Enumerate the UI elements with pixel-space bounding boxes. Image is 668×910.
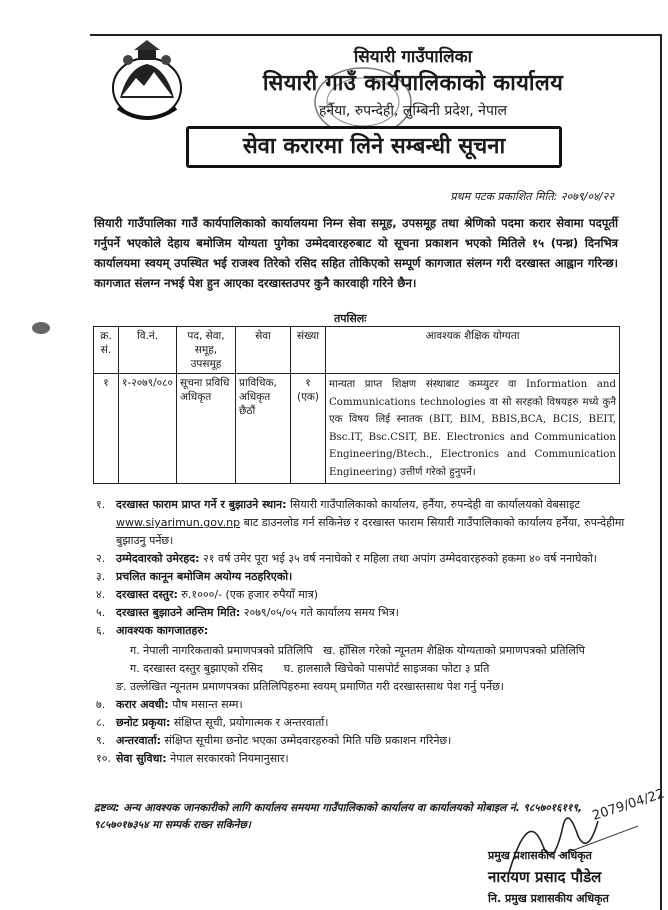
notice-title: सेवा करारमा लिने सम्बन्धी सूचना (186, 126, 562, 168)
list-item (96, 496, 636, 550)
contact-note: द्रष्टव्य: अन्य आवश्यक जानकारीको लागि कार्यालय समयमा गाउँपालिकाको कार्यालय वा कार्यालयको मोबाइल नं. ९८५७०१६११९, ९८५७०१७३५४ मा सम्पर्क राख्न सकिनेछ। (94, 802, 582, 831)
table-header-row (94, 327, 620, 374)
col-header-sn: क्र. सं. (94, 327, 119, 374)
document-item: ङ. उल्लेखित न्यूनतम प्रमाणपत्रका प्रतिलिपिहरुमा स्वयम् प्रमाणित गरी दरखास्तसाथ पेश गर्नु पर्नेछ। (116, 680, 504, 693)
item-number: १. (96, 498, 106, 511)
signature-date: 2079/04/22 (590, 786, 667, 824)
item-label: छनोट प्रकृया: (116, 716, 171, 729)
item-text: सियारी गाउँपालिकाको कार्यालय, हर्नैया, रुपन्देही वा कार्यालयको वेबसाइट (290, 498, 581, 511)
document-item: ग. नेपाली नागरिकताको प्रमाणपत्रको प्रतिलिपि (130, 644, 313, 657)
item-number: ७. (96, 698, 106, 711)
item-text: संक्षिप्त सूचीमा छनोट भएका उम्मेदवारहरुको मिति पछि प्रकाशन गरिनेछ। (164, 734, 452, 747)
list-item (96, 550, 636, 568)
item-text: पौष मसान्त सम्म। (172, 698, 243, 711)
notice-intro: सियारी गाउँपालिका गाउँ कार्यपालिकाको कार्यालयमा निम्न सेवा समूह, उपसमूह तथा श्रेणिको पदमा करार सेवामा पदपूर्ती गर्नुपर्ने भएकोले देहाय बमोजिम योग्यता पुगेका उम्मेदवारहरुबाट यो सूचना प्रकाशन भएको मितिले १५ (पन्ध्र) दिनभित्र कार्यालयमा स्वयम् उपस्थित भई राजश्व तिरेको रसिद सहित तोकिएको सम्पूर्ण कागजात संलग्न गरी दरखास्त आह्वान गरिन्छ। कागजात संलग्न नभई पेश हुन आएका दरखास्तउपर कुनै कारवाही गरिने छैन। (94, 216, 618, 290)
item-label: करार अवधी: (116, 698, 169, 711)
website-link[interactable]: www.siyarimun.gov.np (116, 516, 241, 529)
item-number: ६. (96, 624, 106, 637)
item-text: रु.१०००/- (एक हजार रुपैयाँ मात्र) (181, 588, 318, 601)
list-item (96, 732, 636, 750)
cell-qualification: मान्यता प्राप्त शिक्षण संस्थाबाट कम्प्युटर वा Information and Communications technologies वा सो सरहको विषयहरु मध्ये कुनै एक विषय लिई स्नातक (BIT, BIM, BBIS,BCA, BCIS, BEIT, Bsc.IT, Bsc.CSIT, BE. Electronics and Communication Engineering/Btech., Electronics and Communication Engineering) उत्तीर्ण गरेको हुनुपर्ने। (326, 374, 620, 484)
signatory-name: नारायण प्रसाद पौडेल (488, 868, 602, 886)
office-name: सियारी गाउँ कार्यपालिकाको कार्यालय (262, 71, 564, 96)
table-caption: तपसिलः (334, 312, 367, 325)
list-item (96, 568, 636, 586)
vacancy-table (93, 326, 620, 484)
item-text: २०७९/०५/०५ गते कार्यालय समय भित्र। (243, 606, 399, 619)
document-item: ग. दरखास्त दस्तुर बुझाएको रसिद (130, 662, 263, 675)
item-label: उम्मेदवारको उमेरहद: (116, 552, 200, 565)
col-header-service: सेवा (236, 327, 291, 374)
office-address: हर्नैया, रुपन्देही, लुम्बिनी प्रदेश, नेपाल (318, 103, 508, 119)
list-item (96, 696, 636, 714)
document-line (130, 642, 636, 660)
item-label: अन्तरवार्ता: (116, 734, 162, 747)
signatory-post: नि. प्रमुख प्रशासकीय अधिकृत (488, 892, 609, 905)
cell-service: प्राविधिक, अधिकृत छैठौं (236, 374, 291, 484)
item-label: दरखास्त बुझाउने अन्तिम मिति: (116, 606, 241, 619)
cell-count: १ (एक) (291, 374, 326, 484)
item-text: संक्षिप्त सूची, प्रयोगात्मक र अन्तरवार्ता। (173, 716, 329, 729)
item-number: ५. (96, 606, 106, 619)
list-item (96, 604, 636, 622)
table-row (94, 374, 620, 484)
item-number: ३. (96, 570, 106, 583)
list-item (96, 714, 636, 732)
cell-adv-no: १-२०७९/०८० (119, 374, 177, 484)
item-number: ९. (96, 734, 106, 747)
item-number: १०. (96, 752, 111, 765)
signatory-title: प्रमुख प्रशासकीय अधिकृत (488, 849, 592, 862)
list-item (96, 622, 636, 640)
list-item (96, 750, 636, 768)
item-text: बाट डाउनलोड गर्न सकिनेछ र दरखास्त फाराम सियारी गाउँपालिकाको कार्यालय हर्नैया, रुपन्देहीमा बुझाउनु पर्नेछ। (116, 516, 625, 547)
item-label: आवश्यक कागजातहरु: (116, 624, 209, 637)
item-text: २१ वर्ष उमेर पूरा भई ३५ वर्ष ननाघेको र महिला तथा अपांग उम्मेदवारहरुको हकमा ४० वर्ष ननाघेको। (203, 552, 597, 565)
publish-date: प्रथम पटक प्रकाशित मिति: २०७९/०४/२२ (450, 190, 614, 203)
item-number: २. (96, 552, 106, 565)
signature-block (488, 848, 609, 906)
document-line (130, 660, 636, 678)
document-item: ख. हाँसिल गरेको न्यूनतम शैक्षिक योग्यताको प्रमाणपत्रको प्रतिलिपि (323, 644, 585, 657)
ink-blot-icon (28, 318, 54, 338)
document-line (116, 678, 636, 696)
item-number: ४. (96, 588, 106, 601)
col-header-count: संख्या (291, 327, 326, 374)
document-item: घ. हालसालै खिचेको पासपोर्ट साइजका फोटा ३ प्रति (283, 662, 490, 675)
col-header-adv-no: वि.नं. (119, 327, 177, 374)
list-item (96, 586, 636, 604)
cell-sn: १ (94, 374, 119, 484)
col-header-qualification: आवश्यक शैक्षिक योग्यता (326, 327, 620, 374)
municipality-name: सियारी गाउँपालिका (353, 47, 473, 67)
item-number: ८. (96, 716, 106, 729)
item-label: सेवा सुविधा: (116, 752, 167, 765)
notice-items (96, 496, 636, 768)
item-label: दरखास्त दस्तुर: (116, 588, 178, 601)
cell-post: सूचना प्रविधि अधिकृत (177, 374, 236, 484)
item-text: नेपाल सरकारको नियमानुसार। (170, 752, 289, 765)
item-label: प्रचलित कानून बमोजिम अयोग्य नठहरिएको। (116, 570, 293, 583)
page-border-right (660, 34, 662, 910)
item-label: दरखास्त फाराम प्राप्त गर्ने र बुझाउने स्थान: (116, 498, 287, 511)
notice-page (8, 6, 667, 905)
col-header-post: पद, सेवा, समूह, उपसमूह (177, 327, 236, 374)
page-border-top (90, 34, 662, 36)
